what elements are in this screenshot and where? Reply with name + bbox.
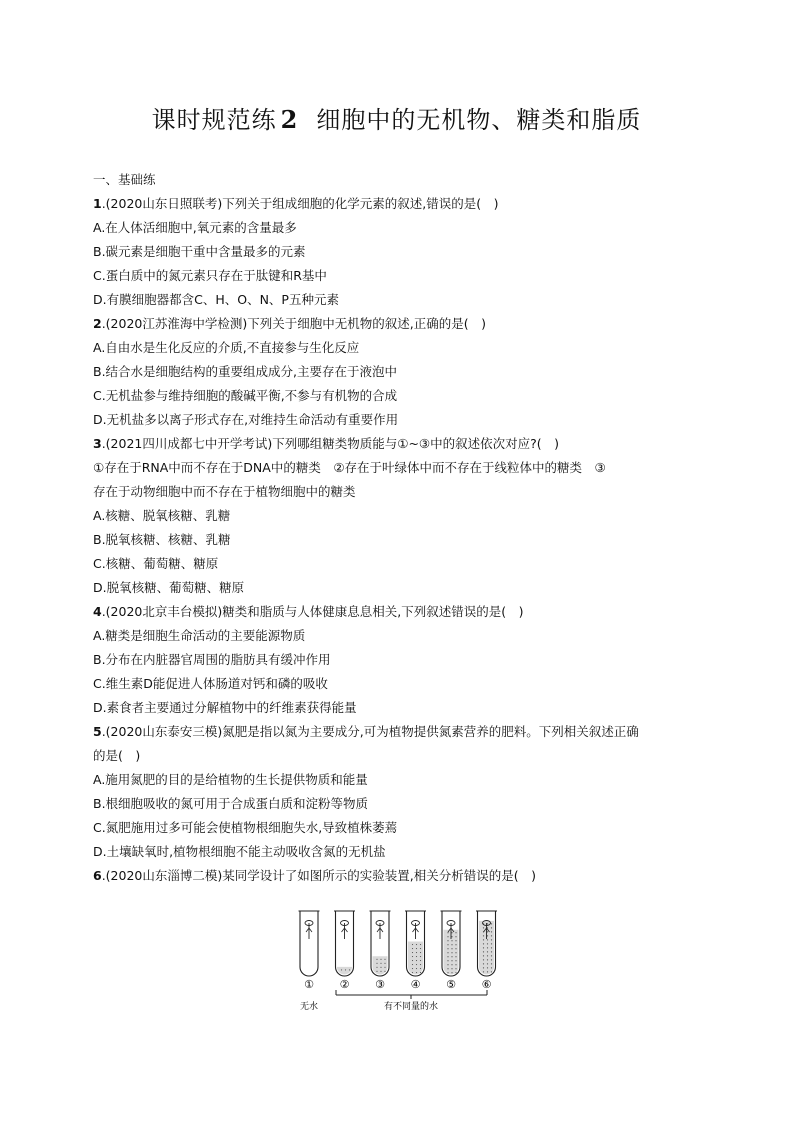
test-tube-1 — [299, 911, 320, 991]
test-tube-3 — [370, 911, 391, 991]
water-dot — [384, 959, 385, 960]
water-dot — [451, 956, 452, 957]
water-dot — [384, 971, 385, 972]
water-dot — [455, 936, 456, 937]
tube-label: ④ — [410, 978, 421, 991]
water-dot — [420, 948, 421, 949]
water-dot — [376, 971, 377, 972]
water-dot — [451, 952, 452, 953]
question-5-option-a: A.施用氮肥的目的是给植物的生长提供物质和能量 — [93, 772, 368, 787]
water-dot — [483, 943, 484, 944]
water-dot — [455, 956, 456, 957]
water-dot — [491, 967, 492, 968]
question-4-option-d: D.素食者主要通过分解植物中的纤维素获得能量 — [93, 700, 357, 715]
question-5-stem-continued: 的是( ) — [93, 748, 141, 763]
water-dot — [412, 956, 413, 957]
water-dot — [455, 960, 456, 961]
question-text: .(2020山东淄博二模)某同学设计了如图所示的实验装置,相关分析错误的是( ) — [101, 868, 536, 883]
question-1-stem — [93, 196, 498, 212]
water-dot — [487, 939, 488, 940]
test-tube-2 — [334, 911, 355, 991]
water-dot — [483, 951, 484, 952]
water-dot — [416, 968, 417, 969]
water-dot — [487, 959, 488, 960]
question-number: 6 — [93, 868, 102, 883]
water-dot — [491, 939, 492, 940]
question-text: .(2020山东日照联考)下列关于组成细胞的化学元素的叙述,错误的是( ) — [101, 196, 499, 211]
question-text: .(2020江苏淮海中学检测)下列关于细胞中无机物的叙述,正确的是( ) — [101, 316, 486, 331]
tube-label: ⑥ — [481, 978, 492, 991]
water-dot — [416, 956, 417, 957]
water-dot — [455, 964, 456, 965]
water-dot — [483, 927, 484, 928]
water-dot — [380, 967, 381, 968]
water-dot — [483, 935, 484, 936]
water-dot — [447, 964, 448, 965]
water-dot — [483, 939, 484, 940]
water-dot — [447, 960, 448, 961]
water-dot — [451, 936, 452, 937]
water-dot — [455, 932, 456, 933]
label-no-water: 无水 — [299, 1002, 319, 1012]
question-3-stem — [93, 436, 559, 452]
water-dot — [487, 955, 488, 956]
water-dot — [447, 932, 448, 933]
water-dot — [487, 963, 488, 964]
water-dot — [412, 952, 413, 953]
water-dot — [447, 944, 448, 945]
water-dot — [487, 935, 488, 936]
water-dot — [491, 955, 492, 956]
water-dot — [416, 944, 417, 945]
water-dot — [451, 932, 452, 933]
question-5-option-b: B.根细胞吸收的氮可用于合成蛋白质和淀粉等物质 — [93, 796, 369, 811]
water-dot — [491, 959, 492, 960]
water-dot — [487, 947, 488, 948]
water-dot — [420, 968, 421, 969]
water-dot — [412, 948, 413, 949]
question-3-option-c: C.核糖、葡萄糖、糖原 — [93, 556, 219, 571]
question-1-option-d: D.有膜细胞器都含C、H、O、N、P五种元素 — [93, 292, 339, 307]
water-dot — [487, 967, 488, 968]
water-dot — [455, 952, 456, 953]
question-2-option-b: B.结合水是细胞结构的重要组成成分,主要存在于液泡中 — [93, 364, 398, 379]
test-tubes — [299, 911, 498, 991]
water-dot — [420, 956, 421, 957]
question-text: .(2020山东泰安三模)氮肥是指以氮为主要成分,可为植物提供氮素营养的肥料。下列相关叙述正确 — [101, 724, 639, 739]
water-dot — [487, 971, 488, 972]
water-dot — [384, 963, 385, 964]
question-5-stem — [93, 724, 639, 740]
water-dot — [416, 952, 417, 953]
water-dot — [455, 968, 456, 969]
water-dot — [491, 927, 492, 928]
question-3-statement-line-2: 存在于动物细胞中而不存在于植物细胞中的糖类 — [93, 484, 356, 499]
question-3-option-d: D.脱氧核糖、葡萄糖、糖原 — [93, 580, 245, 595]
water-dot — [341, 969, 342, 970]
water-dot — [420, 944, 421, 945]
question-4-option-a: A.糖类是细胞生命活动的主要能源物质 — [93, 628, 306, 643]
title-main: 课时规范练 — [151, 106, 277, 134]
water-dot — [491, 923, 492, 924]
water-dot — [491, 931, 492, 932]
question-2-option-d: D.无机盐多以离子形式存在,对维持生命活动有重要作用 — [93, 412, 399, 427]
water-dot — [455, 944, 456, 945]
water-dot — [491, 963, 492, 964]
water-dot — [384, 967, 385, 968]
question-3-option-b: B.脱氧核糖、核糖、乳糖 — [93, 532, 231, 547]
water-dot — [483, 967, 484, 968]
water-dot — [451, 968, 452, 969]
water-dot — [376, 967, 377, 968]
question-2-option-c: C.无机盐参与维持细胞的酸碱平衡,不参与有机物的合成 — [93, 388, 398, 403]
water-dot — [416, 964, 417, 965]
section-heading: 一、基础练 — [93, 172, 156, 187]
test-tube-6 — [476, 911, 497, 991]
title-sub: 细胞中的无机物、糖类和脂质 — [316, 106, 642, 134]
water-dot — [451, 960, 452, 961]
water-dot — [416, 972, 417, 973]
water-dot — [345, 969, 346, 970]
water-dot — [447, 936, 448, 937]
water-dot — [483, 947, 484, 948]
water-dot — [451, 944, 452, 945]
tube-label: ⑤ — [446, 978, 456, 991]
water-dot — [455, 940, 456, 941]
water-dot — [380, 971, 381, 972]
water-dot — [491, 943, 492, 944]
water-dot — [380, 959, 381, 960]
question-number: 2 — [93, 316, 102, 331]
water-dot — [376, 963, 377, 964]
question-2-option-a: A.自由水是生化反应的介质,不直接参与生化反应 — [93, 340, 360, 355]
water-dot — [420, 952, 421, 953]
water-dot — [455, 948, 456, 949]
water-dot — [455, 972, 456, 973]
question-1-option-b: B.碳元素是细胞干重中含量最多的元素 — [93, 244, 306, 259]
water-dot — [447, 972, 448, 973]
water-dot — [416, 960, 417, 961]
water-dot — [491, 947, 492, 948]
test-tube-4 — [405, 911, 426, 991]
question-1-option-c: C.蛋白质中的氮元素只存在于肽键和R基中 — [93, 268, 327, 283]
tube-label: ② — [339, 978, 350, 991]
question-2-stem — [93, 316, 486, 332]
question-text: .(2021四川成都七中开学考试)下列哪组糖类物质能与①~③中的叙述依次对应?( ) — [101, 436, 560, 451]
label-different-water: 有不同量的水 — [383, 1002, 439, 1012]
water-fill — [408, 942, 423, 975]
water-dot — [412, 944, 413, 945]
test-tube-5 — [441, 911, 462, 991]
water-dot — [416, 948, 417, 949]
water-dot — [451, 940, 452, 941]
question-4-option-c: C.维生素D能促进人体肠道对钙和磷的吸收 — [93, 676, 328, 691]
water-dot — [447, 948, 448, 949]
water-dot — [420, 960, 421, 961]
water-dot — [483, 971, 484, 972]
title-number: 2 — [280, 105, 299, 134]
water-dot — [420, 972, 421, 973]
tube-label: ① — [304, 978, 314, 991]
question-6-stem — [93, 868, 536, 884]
water-dot — [349, 969, 350, 970]
question-5-option-c: C.氮肥施用过多可能会使植物根细胞失水,导致植株萎蔫 — [93, 820, 398, 835]
water-dot — [412, 964, 413, 965]
water-dot — [487, 931, 488, 932]
water-dot — [447, 956, 448, 957]
question-text: .(2020北京丰台模拟)糖类和脂质与人体健康息息相关,下列叙述错误的是( ) — [101, 604, 524, 619]
water-dot — [491, 971, 492, 972]
water-dot — [491, 935, 492, 936]
water-dot — [412, 960, 413, 961]
water-dot — [487, 923, 488, 924]
question-number: 4 — [93, 604, 102, 619]
water-dot — [447, 952, 448, 953]
water-dot — [376, 959, 377, 960]
water-dot — [412, 968, 413, 969]
question-5-option-d: D.土壤缺氧时,植物根细胞不能主动吸收含氮的无机盐 — [93, 844, 386, 859]
water-dot — [491, 951, 492, 952]
water-dot — [412, 972, 413, 973]
water-dot — [451, 964, 452, 965]
question-number: 1 — [93, 196, 102, 211]
water-dot — [447, 968, 448, 969]
water-dot — [420, 964, 421, 965]
tube-label: ③ — [375, 978, 385, 991]
water-dot — [487, 951, 488, 952]
test-tube-figure — [290, 905, 500, 1015]
water-dot — [451, 972, 452, 973]
question-number: 3 — [93, 436, 102, 451]
water-dot — [483, 955, 484, 956]
question-number: 5 — [93, 724, 102, 739]
water-dot — [483, 963, 484, 964]
water-dot — [451, 948, 452, 949]
water-fill — [337, 967, 352, 975]
question-4-stem — [93, 604, 523, 620]
water-dot — [447, 940, 448, 941]
water-dot — [380, 963, 381, 964]
page-title — [0, 100, 793, 135]
question-3-statement-line-1: ①存在于RNA中而不存在于DNA中的糖类 ②存在于叶绿体中而不存在于线粒体中的糖类 ③ — [93, 460, 606, 475]
question-1-option-a: A.在人体活细胞中,氧元素的含量最多 — [93, 220, 297, 235]
water-dot — [487, 943, 488, 944]
question-4-option-b: B.分布在内脏器官周围的脂肪具有缓冲作用 — [93, 652, 331, 667]
question-3-option-a: A.核糖、脱氧核糖、乳糖 — [93, 508, 231, 523]
water-dot — [483, 959, 484, 960]
